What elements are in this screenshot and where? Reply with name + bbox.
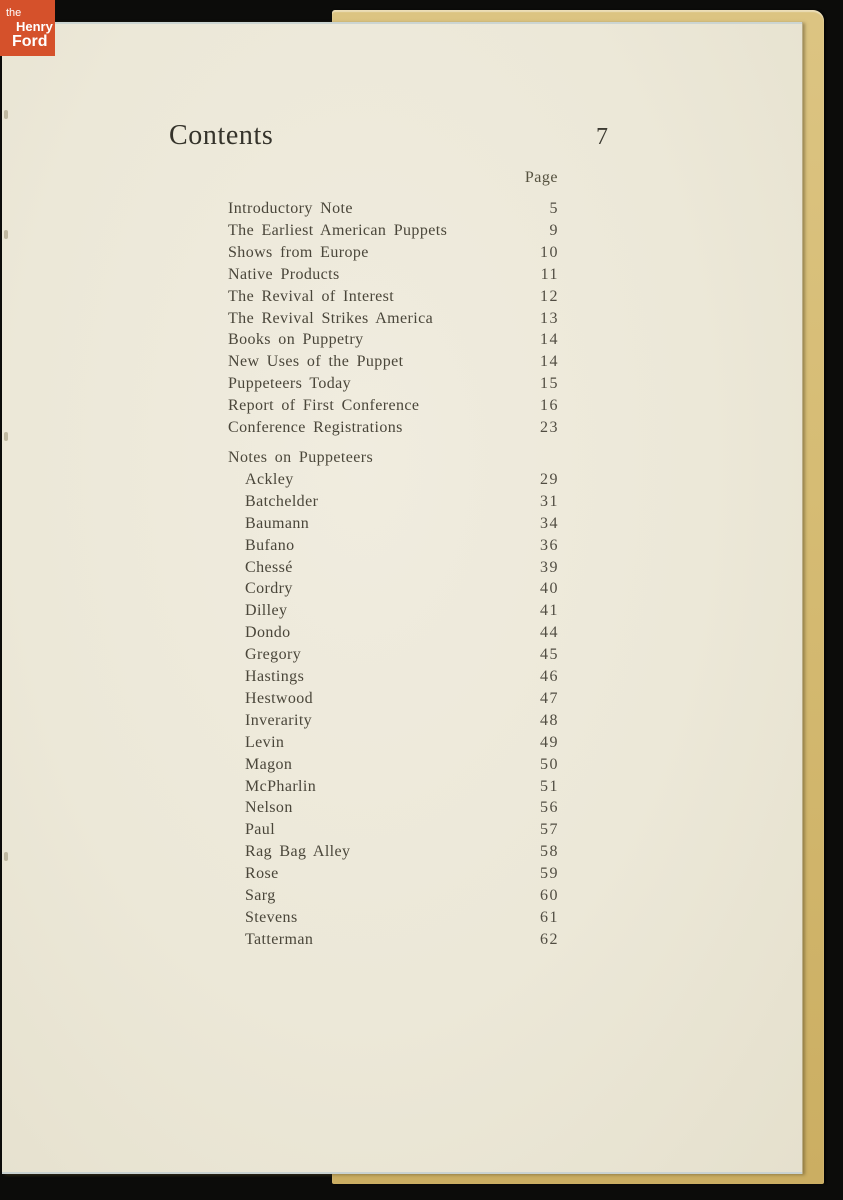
toc-entry-label: The Revival Strikes America (228, 309, 434, 327)
toc-entry-page-number: 62 (540, 930, 559, 948)
toc-entry (228, 666, 559, 688)
table-of-contents (228, 198, 559, 951)
toc-entry-label: Nelson (245, 799, 293, 817)
toc-entry-label: Baumann (245, 514, 310, 532)
toc-entry (228, 286, 559, 308)
toc-entry-label: Stevens (245, 909, 298, 926)
toc-entry-page-number: 12 (540, 287, 559, 305)
toc-entry-label: Chessé (245, 558, 293, 576)
toc-entry-page-number: 10 (540, 243, 559, 261)
toc-entry-page-number: 57 (540, 821, 559, 839)
toc-entry-label: McPharlin (245, 777, 317, 795)
toc-entry (228, 557, 559, 579)
folio-number: 7 (596, 124, 608, 150)
toc-entry (228, 622, 559, 644)
toc-entry (228, 600, 559, 622)
toc-entry-page-number: 41 (540, 602, 559, 620)
toc-entry-label: Introductory Note (228, 200, 353, 217)
toc-entry (228, 710, 559, 732)
toc-entry-page-number: 56 (540, 799, 559, 817)
logo-word-ford: Ford (12, 33, 48, 50)
logo-word-henry: Henry (16, 19, 53, 34)
toc-entry-page-number: 60 (540, 887, 559, 905)
toc-entry-label: Ackley (245, 470, 294, 488)
toc-entry-page-number: 5 (549, 200, 559, 217)
binding-stitch (4, 230, 8, 239)
toc-entry (228, 797, 559, 819)
toc-entry (228, 373, 559, 395)
toc-entry-label: Rag Bag Alley (245, 843, 351, 861)
page-column-header: Page (524, 169, 558, 186)
toc-entry-label: Cordry (245, 580, 293, 598)
binding-stitch (4, 432, 8, 441)
toc-entry (228, 242, 559, 264)
toc-entry-label: The Earliest American Puppets (228, 221, 448, 239)
toc-entry-page-number: 51 (540, 777, 559, 795)
toc-entry (228, 198, 559, 220)
toc-entry (228, 907, 559, 929)
toc-entry-label: Paul (245, 821, 276, 839)
toc-entry (228, 417, 559, 439)
toc-entry-page-number: 59 (540, 865, 559, 883)
toc-entry-label: Rose (245, 865, 279, 883)
toc-entry-label: Batchelder (245, 492, 319, 510)
toc-entry (228, 469, 559, 491)
toc-entry (228, 395, 559, 417)
toc-entry-label: Hestwood (245, 689, 314, 707)
toc-section (228, 198, 559, 439)
toc-entry-page-number: 47 (540, 689, 559, 707)
toc-entry-page-number: 48 (540, 711, 559, 729)
toc-entry-label: Bufano (245, 536, 295, 554)
toc-entry (228, 776, 559, 798)
toc-entry (228, 264, 559, 286)
toc-entry (228, 308, 559, 330)
toc-entry-page-number: 34 (540, 514, 559, 532)
toc-entry (228, 819, 559, 841)
toc-entry-page-number: 50 (540, 755, 559, 773)
toc-entry (228, 754, 559, 776)
binding-stitch (4, 110, 8, 119)
toc-entry-label: Levin (245, 733, 285, 751)
toc-entry (228, 644, 559, 666)
toc-entry (228, 535, 559, 557)
toc-entry-page-number: 23 (540, 419, 559, 437)
toc-entry (228, 732, 559, 754)
toc-entry-label: The Revival of Interest (228, 287, 395, 305)
toc-entry-label: New Uses of the Puppet (228, 353, 404, 371)
henry-ford-logo (0, 0, 55, 56)
toc-entry-label: Inverarity (245, 711, 313, 729)
toc-entry-label: Dondo (245, 624, 291, 642)
toc-entry-page-number: 58 (540, 843, 559, 861)
toc-entry-page-number: 16 (540, 397, 559, 415)
toc-entry (228, 513, 559, 535)
toc-entry (228, 688, 559, 710)
toc-entry-label: Gregory (245, 646, 302, 664)
toc-entry-label: Sarg (245, 887, 276, 905)
toc-entry-page-number: 15 (540, 375, 559, 393)
toc-entry-page-number: 46 (540, 668, 559, 686)
book-page-scan (2, 19, 802, 1174)
toc-entry (228, 578, 559, 600)
toc-entry-label: Shows from Europe (228, 243, 369, 261)
toc-entry-label: Conference Registrations (228, 419, 403, 437)
toc-entry-page-number: 9 (549, 221, 559, 239)
toc-entry-label: Books on Puppetry (228, 331, 364, 349)
toc-entry-page-number: 40 (540, 580, 559, 598)
toc-entry-label: Report of First Conference (228, 397, 420, 415)
toc-entry-page-number: 14 (540, 353, 559, 371)
toc-entry-label: Puppeteers Today (228, 375, 352, 393)
toc-entry-page-number: 14 (540, 331, 559, 349)
toc-entry-label: Tatterman (245, 930, 314, 948)
toc-section (228, 447, 559, 951)
toc-entry-page-number: 39 (540, 558, 559, 576)
toc-entry-page-number: 29 (540, 470, 559, 488)
toc-entry (228, 329, 559, 351)
toc-entry-label: Native Products (228, 265, 340, 283)
toc-entry-page-number: 31 (540, 492, 559, 510)
toc-entry-page-number: 44 (540, 624, 559, 642)
toc-entry-label: Hastings (245, 668, 305, 686)
toc-entry-page-number: 49 (540, 733, 559, 751)
toc-entry (228, 220, 559, 242)
toc-entry (228, 863, 559, 885)
toc-entry-page-number: 36 (540, 536, 559, 554)
toc-entry (228, 841, 559, 863)
toc-entry (228, 491, 559, 513)
toc-entry (228, 351, 559, 373)
toc-entry-page-number: 61 (540, 909, 559, 926)
page-title: Contents (169, 120, 274, 151)
logo-word-the: the (6, 7, 22, 19)
toc-entry-page-number: 11 (540, 265, 559, 283)
binding-stitch (4, 852, 8, 861)
toc-section-header: Notes on Puppeteers (228, 448, 374, 466)
toc-entry (228, 885, 559, 907)
toc-entry-page-number: 13 (540, 309, 559, 327)
toc-entry-page-number: 45 (540, 646, 559, 664)
toc-entry-label: Magon (245, 755, 293, 773)
toc-entry-label: Dilley (245, 602, 288, 620)
toc-entry (228, 929, 559, 951)
